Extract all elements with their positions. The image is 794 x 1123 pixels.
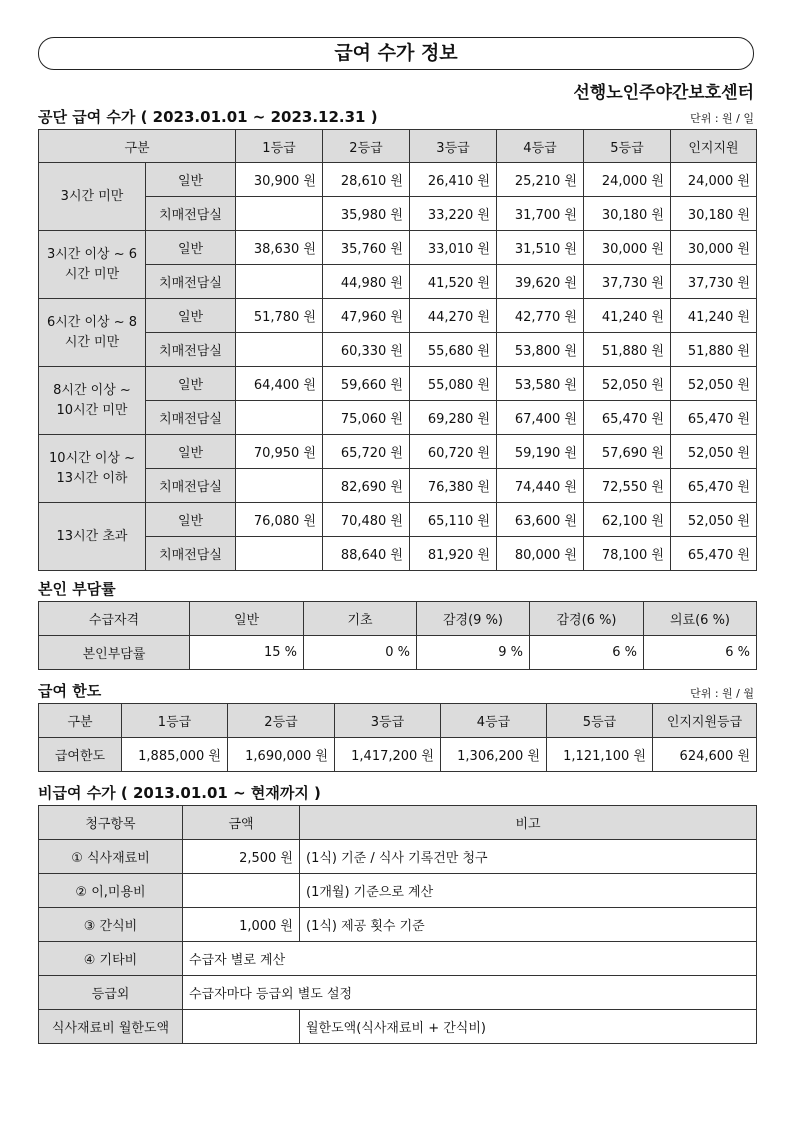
nonfee-item: ④ 기타비 — [39, 942, 183, 976]
fee-room-type: 치매전담실 — [146, 333, 236, 367]
fee-value-cell: 30,180 원 — [671, 197, 757, 231]
limit-value-row — [39, 738, 757, 772]
fee-value-cell: 69,280 원 — [410, 401, 497, 435]
fee-row — [39, 367, 757, 401]
fee-value-cell: 65,470 원 — [671, 469, 757, 503]
fee-room-type: 치매전담실 — [146, 537, 236, 571]
nonfee-merged-note: 수급자 별로 계산 — [183, 942, 757, 976]
fee-row — [39, 503, 757, 537]
fee-header-grade-5: 5등급 — [584, 130, 671, 163]
limit-value-cognitive: 624,600 원 — [653, 738, 757, 772]
fee-value-cell: 52,050 원 — [671, 367, 757, 401]
burden-header-reduced-6: 감경(6 %) — [530, 602, 644, 636]
limit-row-label: 급여한도 — [39, 738, 122, 772]
fee-value-cell — [236, 333, 323, 367]
fee-row — [39, 231, 757, 265]
burden-header-medical: 의료(6 %) — [644, 602, 757, 636]
fee-header-grade-4: 4등급 — [497, 130, 584, 163]
fee-value-cell: 74,440 원 — [497, 469, 584, 503]
burden-header-reduced-9: 감경(9 %) — [417, 602, 530, 636]
burden-value-basic: 0 % — [304, 636, 417, 670]
nonfee-amount: 1,000 원 — [183, 908, 300, 942]
limit-value-grade-3: 1,417,200 원 — [335, 738, 441, 772]
fee-value-cell: 33,010 원 — [410, 231, 497, 265]
nonfee-note: (1식) 기준 / 식사 기록건만 청구 — [300, 840, 757, 874]
limit-header-row — [39, 704, 757, 738]
fee-value-cell: 88,640 원 — [323, 537, 410, 571]
burden-row-label: 본인부담률 — [39, 636, 190, 670]
nonfee-merged-note: 수급자마다 등급외 별도 설정 — [183, 976, 757, 1010]
fee-value-cell: 82,690 원 — [323, 469, 410, 503]
nonfee-section-title: 비급여 수가 ( 2013.01.01 ~ 현재까지 ) — [38, 784, 321, 802]
fee-value-cell: 41,240 원 — [584, 299, 671, 333]
fee-value-cell: 33,220 원 — [410, 197, 497, 231]
center-name: 선행노인주야간보호센터 — [573, 83, 754, 103]
fee-value-cell: 76,380 원 — [410, 469, 497, 503]
fee-value-cell: 44,980 원 — [323, 265, 410, 299]
fee-header-grade-2: 2등급 — [323, 130, 410, 163]
nonfee-row — [39, 976, 757, 1010]
fee-value-cell: 65,720 원 — [323, 435, 410, 469]
fee-room-type: 치매전담실 — [146, 197, 236, 231]
fee-time-label: 13시간 초과 — [39, 503, 146, 571]
fee-value-cell: 47,960 원 — [323, 299, 410, 333]
nonfee-row — [39, 874, 757, 908]
fee-time-label: 8시간 이상 ~ 10시간 미만 — [39, 367, 146, 435]
fee-value-cell: 67,400 원 — [497, 401, 584, 435]
fee-value-cell: 30,000 원 — [671, 231, 757, 265]
nonfee-note: (1개월) 기준으로 계산 — [300, 874, 757, 908]
fee-header-cognitive: 인지지원 — [671, 130, 757, 163]
nonfee-item: 등급외 — [39, 976, 183, 1010]
fee-value-cell: 44,270 원 — [410, 299, 497, 333]
fee-value-cell: 42,770 원 — [497, 299, 584, 333]
fee-value-cell: 59,660 원 — [323, 367, 410, 401]
nonfee-amount — [183, 1010, 300, 1044]
fee-row — [39, 401, 757, 435]
fee-table — [38, 129, 757, 571]
limit-header-grade-2: 2등급 — [228, 704, 335, 738]
fee-value-cell: 30,900 원 — [236, 163, 323, 197]
nonfee-note: 월한도액(식사재료비 + 간식비) — [300, 1010, 757, 1044]
fee-value-cell: 52,050 원 — [671, 503, 757, 537]
fee-section-title: 공단 급여 수가 ( 2023.01.01 ~ 2023.12.31 ) — [38, 108, 378, 126]
nonfee-amount: 2,500 원 — [183, 840, 300, 874]
limit-header-grade-1: 1등급 — [122, 704, 228, 738]
fee-value-cell: 80,000 원 — [497, 537, 584, 571]
fee-header-category: 구분 — [39, 130, 236, 163]
fee-room-type: 일반 — [146, 435, 236, 469]
nonfee-row — [39, 908, 757, 942]
fee-value-cell: 57,690 원 — [584, 435, 671, 469]
limit-header-cognitive: 인지지원등급 — [653, 704, 757, 738]
burden-table — [38, 601, 757, 670]
fee-value-cell: 35,980 원 — [323, 197, 410, 231]
nonfee-header-row — [39, 806, 757, 840]
burden-value-reduced-6: 6 % — [530, 636, 644, 670]
fee-value-cell: 31,510 원 — [497, 231, 584, 265]
fee-value-cell: 53,800 원 — [497, 333, 584, 367]
fee-row — [39, 265, 757, 299]
nonfee-row — [39, 840, 757, 874]
limit-value-grade-2: 1,690,000 원 — [228, 738, 335, 772]
nonfee-item: ① 식사재료비 — [39, 840, 183, 874]
fee-value-cell: 26,410 원 — [410, 163, 497, 197]
fee-value-cell: 51,880 원 — [584, 333, 671, 367]
fee-row — [39, 537, 757, 571]
fee-value-cell: 53,580 원 — [497, 367, 584, 401]
fee-value-cell — [236, 265, 323, 299]
fee-row — [39, 163, 757, 197]
burden-header-row — [39, 602, 757, 636]
fee-value-cell: 51,880 원 — [671, 333, 757, 367]
fee-value-cell: 39,620 원 — [497, 265, 584, 299]
burden-header-eligibility: 수급자격 — [39, 602, 190, 636]
fee-value-cell: 64,400 원 — [236, 367, 323, 401]
limit-unit: 단위 : 원 / 월 — [690, 687, 754, 700]
fee-value-cell: 37,730 원 — [584, 265, 671, 299]
fee-room-type: 일반 — [146, 231, 236, 265]
page-title: 급여 수가 정보 — [38, 37, 754, 70]
nonfee-amount — [183, 874, 300, 908]
fee-time-label: 6시간 이상 ~ 8시간 미만 — [39, 299, 146, 367]
fee-value-cell: 65,110 원 — [410, 503, 497, 537]
limit-value-grade-5: 1,121,100 원 — [547, 738, 653, 772]
fee-value-cell: 78,100 원 — [584, 537, 671, 571]
fee-value-cell: 65,470 원 — [671, 537, 757, 571]
fee-value-cell: 63,600 원 — [497, 503, 584, 537]
fee-row — [39, 469, 757, 503]
fee-value-cell: 28,610 원 — [323, 163, 410, 197]
limit-value-grade-4: 1,306,200 원 — [441, 738, 547, 772]
fee-value-cell: 65,470 원 — [671, 401, 757, 435]
fee-value-cell: 51,780 원 — [236, 299, 323, 333]
burden-value-medical: 6 % — [644, 636, 757, 670]
fee-value-cell: 30,000 원 — [584, 231, 671, 265]
nonfee-note: (1식) 제공 횟수 기준 — [300, 908, 757, 942]
fee-value-cell: 31,700 원 — [497, 197, 584, 231]
limit-header-grade-3: 3등급 — [335, 704, 441, 738]
burden-header-general: 일반 — [190, 602, 304, 636]
fee-value-cell: 30,180 원 — [584, 197, 671, 231]
nonfee-row — [39, 942, 757, 976]
fee-value-cell: 55,680 원 — [410, 333, 497, 367]
fee-value-cell: 81,920 원 — [410, 537, 497, 571]
fee-room-type: 치매전담실 — [146, 265, 236, 299]
fee-room-type: 일반 — [146, 299, 236, 333]
burden-value-general: 15 % — [190, 636, 304, 670]
burden-value-reduced-9: 9 % — [417, 636, 530, 670]
nonfee-item: ② 이,미용비 — [39, 874, 183, 908]
fee-value-cell: 52,050 원 — [671, 435, 757, 469]
fee-row — [39, 299, 757, 333]
nonfee-header-item: 청구항목 — [39, 806, 183, 840]
nonfee-row — [39, 1010, 757, 1044]
nonfee-header-note: 비고 — [300, 806, 757, 840]
fee-row — [39, 197, 757, 231]
fee-room-type: 일반 — [146, 163, 236, 197]
fee-room-type: 일반 — [146, 503, 236, 537]
fee-header-grade-1: 1등급 — [236, 130, 323, 163]
fee-value-cell: 41,240 원 — [671, 299, 757, 333]
fee-value-cell: 70,950 원 — [236, 435, 323, 469]
fee-value-cell: 52,050 원 — [584, 367, 671, 401]
fee-header-grade-3: 3등급 — [410, 130, 497, 163]
nonfee-item: 식사재료비 월한도액 — [39, 1010, 183, 1044]
fee-unit: 단위 : 원 / 일 — [690, 112, 754, 125]
fee-room-type: 일반 — [146, 367, 236, 401]
fee-value-cell: 60,330 원 — [323, 333, 410, 367]
fee-row — [39, 435, 757, 469]
fee-room-type: 치매전담실 — [146, 401, 236, 435]
fee-value-cell: 24,000 원 — [671, 163, 757, 197]
limit-header-category: 구분 — [39, 704, 122, 738]
fee-value-cell: 55,080 원 — [410, 367, 497, 401]
fee-value-cell: 25,210 원 — [497, 163, 584, 197]
fee-room-type: 치매전담실 — [146, 469, 236, 503]
fee-value-cell: 37,730 원 — [671, 265, 757, 299]
limit-table — [38, 703, 757, 772]
nonfee-table — [38, 805, 757, 1044]
fee-value-cell: 76,080 원 — [236, 503, 323, 537]
fee-time-label: 10시간 이상 ~ 13시간 이하 — [39, 435, 146, 503]
fee-value-cell: 72,550 원 — [584, 469, 671, 503]
fee-value-cell: 38,630 원 — [236, 231, 323, 265]
fee-value-cell: 59,190 원 — [497, 435, 584, 469]
fee-value-cell: 65,470 원 — [584, 401, 671, 435]
fee-value-cell — [236, 537, 323, 571]
fee-value-cell: 60,720 원 — [410, 435, 497, 469]
fee-value-cell: 41,520 원 — [410, 265, 497, 299]
fee-value-cell — [236, 469, 323, 503]
fee-value-cell: 24,000 원 — [584, 163, 671, 197]
burden-header-basic: 기초 — [304, 602, 417, 636]
fee-row — [39, 333, 757, 367]
fee-time-label: 3시간 미만 — [39, 163, 146, 231]
fee-value-cell: 75,060 원 — [323, 401, 410, 435]
fee-value-cell — [236, 401, 323, 435]
fee-value-cell — [236, 197, 323, 231]
limit-section-title: 급여 한도 — [38, 682, 102, 700]
burden-section-title: 본인 부담률 — [38, 580, 116, 598]
nonfee-header-amount: 금액 — [183, 806, 300, 840]
fee-value-cell: 35,760 원 — [323, 231, 410, 265]
limit-value-grade-1: 1,885,000 원 — [122, 738, 228, 772]
fee-value-cell: 62,100 원 — [584, 503, 671, 537]
fee-time-label: 3시간 이상 ~ 6시간 미만 — [39, 231, 146, 299]
limit-header-grade-5: 5등급 — [547, 704, 653, 738]
fee-value-cell: 70,480 원 — [323, 503, 410, 537]
nonfee-item: ③ 간식비 — [39, 908, 183, 942]
fee-header-row — [39, 130, 757, 163]
limit-header-grade-4: 4등급 — [441, 704, 547, 738]
burden-value-row — [39, 636, 757, 670]
